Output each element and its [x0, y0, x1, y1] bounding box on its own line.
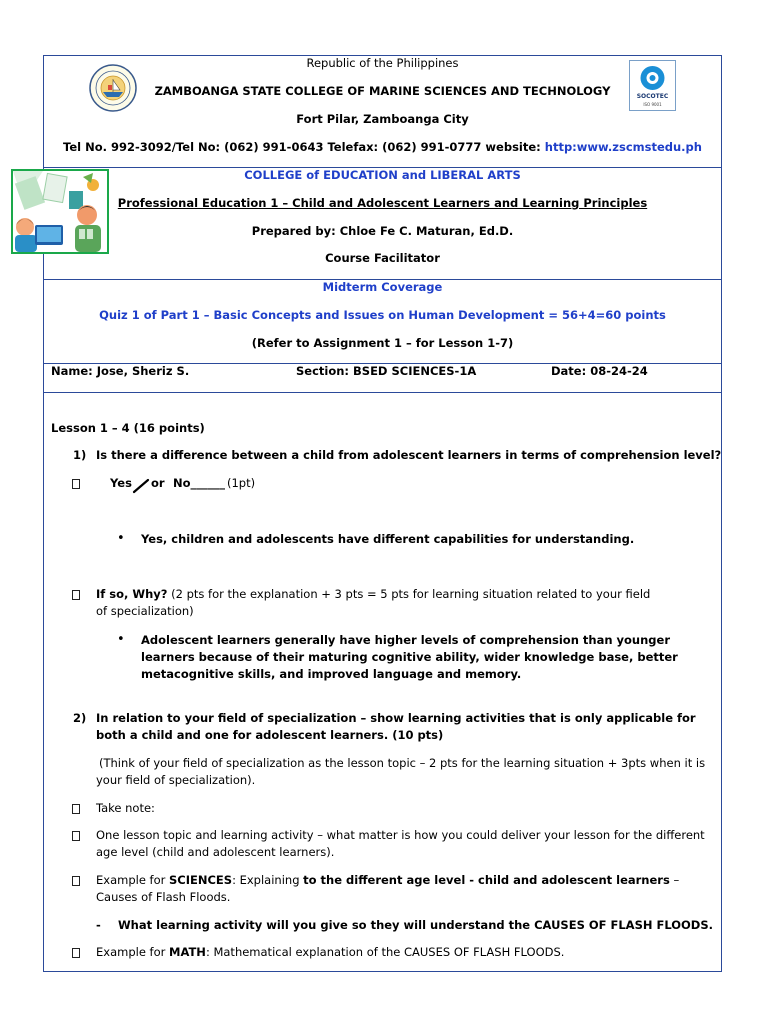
- math-label: MATH: [169, 945, 206, 959]
- checkbox-icon: [72, 804, 80, 814]
- department-name: COLLEGE of EDUCATION and LIBERAL ARTS: [244, 168, 521, 182]
- math-example: [96, 945, 564, 959]
- question-number: 2): [73, 711, 87, 725]
- why-prompt: [96, 586, 656, 620]
- sciences-example: [96, 872, 716, 906]
- why-answer: Adolescent learners generally have higher levels of comprehension than younger learners because of their maturing cognitive ability, wider knowledge base, better metacognitive skills, and improved language and memory.: [141, 633, 678, 681]
- cert-sublabel: ISO 9001: [643, 102, 662, 107]
- course-title-text: Professional Education 1 – Child and Adolescent Learners and Learning Principles: [117, 196, 648, 210]
- sciences-example-suffix: – Causes of Flash Floods.: [96, 873, 680, 904]
- bullet-icon: •: [117, 531, 125, 546]
- quiz-title: Quiz 1 of Part 1 – Basic Concepts and Issues on Human Development = 56+4=60 points: [99, 308, 666, 322]
- contact-line: [43, 140, 722, 154]
- checkbox-icon: [72, 876, 80, 886]
- activity-question: What learning activity will you give so they will understand the CAUSES OF FLASH FLOODS.: [118, 918, 714, 932]
- facilitator-role: Course Facilitator: [325, 251, 440, 265]
- college-location: Fort Pilar, Zamboanga City: [296, 112, 469, 126]
- answer-or: or: [151, 476, 165, 490]
- bullet-icon: •: [117, 632, 125, 647]
- college-name: ZAMBOANGA STATE COLLEGE OF MARINE SCIENCES AND TECHNOLOGY: [154, 84, 611, 98]
- answer-no: No______: [173, 476, 226, 490]
- checkbox-icon: [72, 590, 80, 600]
- checkbox-icon: [72, 479, 80, 489]
- question-2-note: (Think of your field of specialization as the lesson topic – 2 pts for the learning situation + 3pts when it is your field of specialization).: [96, 756, 706, 787]
- checkbox-icon: [72, 948, 80, 958]
- point-value: (1pt): [227, 476, 256, 490]
- student-section: Section: BSED SCIENCES-1A: [296, 364, 477, 378]
- q1-answer: Yes, children and adolescents have different capabilities for understanding.: [141, 532, 635, 546]
- take-note: Take note:: [96, 801, 155, 815]
- republic-line: Republic of the Philippines: [306, 56, 459, 70]
- why-label: If so, Why?: [96, 587, 168, 601]
- cert-label: SOCOTEC: [636, 93, 669, 100]
- sciences-example-mid: : Explaining: [232, 873, 304, 887]
- math-example-prefix: Example for: [96, 945, 170, 959]
- course-title: [43, 196, 722, 210]
- prepared-by: Prepared by: Chloe Fe C. Maturan, Ed.D.: [251, 224, 514, 238]
- check-mark-icon: [132, 476, 150, 494]
- refer-note: (Refer to Assignment 1 – for Lesson 1-7): [251, 336, 514, 350]
- dash-marker: -: [96, 918, 101, 932]
- divider: [43, 392, 722, 393]
- quiz-date: Date: 08-24-24: [551, 364, 648, 378]
- lesson-heading: Lesson 1 – 4 (16 points): [51, 421, 205, 435]
- question-2-text: In relation to your field of specialization – show learning activities that is only applicable for both a child and one for adolescent learners. (10 pts): [96, 711, 696, 742]
- checkbox-icon: [72, 831, 80, 841]
- answer-yes: Yes: [110, 476, 132, 490]
- sciences-label: SCIENCES: [169, 873, 233, 887]
- question-number: 1): [73, 448, 87, 462]
- sciences-example-prefix: Example for: [96, 873, 170, 887]
- student-name: Name: Jose, Sheriz S.: [51, 364, 190, 378]
- coverage-heading: Midterm Coverage: [322, 280, 443, 294]
- math-example-text: : Mathematical explanation of the CAUSES OF FLASH FLOODS.: [205, 945, 565, 959]
- sciences-age-level: to the different age level - child and adolescent learners: [303, 873, 670, 887]
- lesson-topic-note: One lesson topic and learning activity – what matter is how you could deliver your lesson for the different age level (child and adolescent learners).: [96, 828, 705, 859]
- why-instructions: (2 pts for the explanation + 3 pts = 5 pts for learning situation related to your field of specialization): [96, 587, 651, 618]
- website-link[interactable]: http:www.zscmstedu.ph: [544, 140, 702, 154]
- contact-text: Tel No. 992-3092/Tel No: (062) 991-0643 Telefax: (062) 991-0777 website:: [63, 140, 545, 154]
- question-1-text: Is there a difference between a child from adolescent learners in terms of comprehension level?: [96, 448, 722, 462]
